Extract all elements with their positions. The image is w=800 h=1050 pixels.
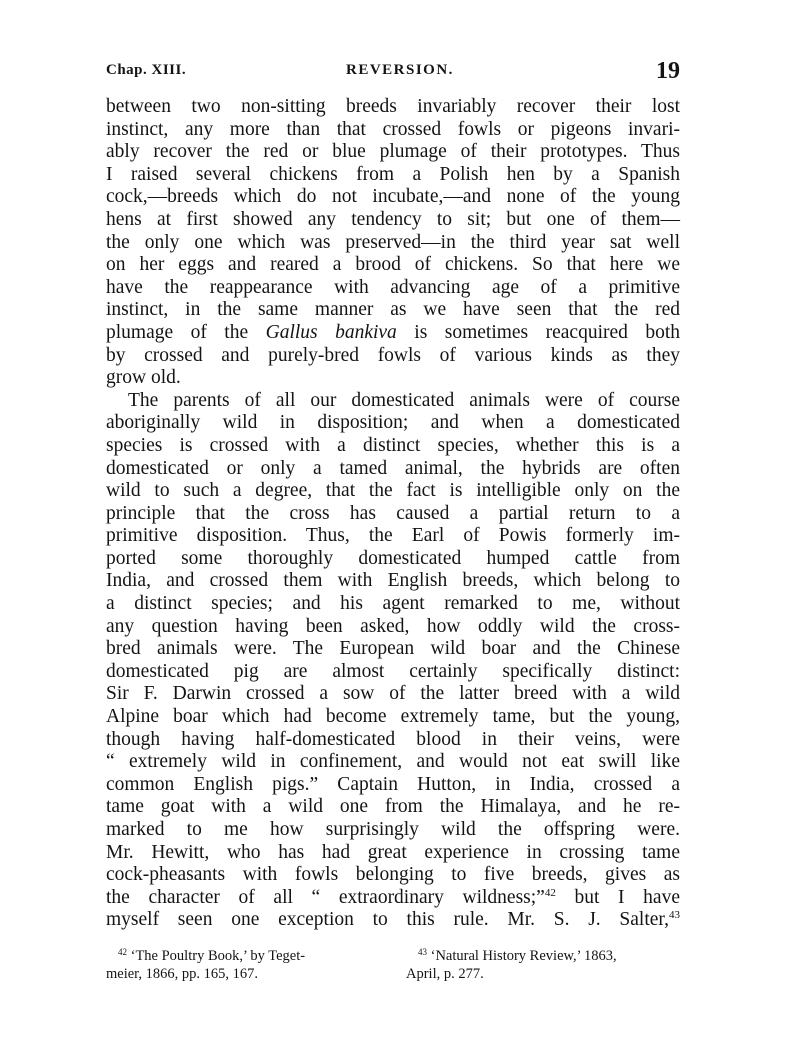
text-line: on her eggs and reared a brood of chickens. So that here we bbox=[106, 254, 680, 276]
text-line: India, and crossed them with English breeds, which belong to bbox=[106, 570, 680, 592]
text-run: plumage of the bbox=[106, 321, 266, 343]
text-line: grow old. bbox=[106, 367, 181, 389]
text-run: but I have bbox=[555, 886, 680, 908]
text-line-italic bbox=[106, 322, 680, 345]
text-line: tame goat with a wild one from the Himalaya, and he re- bbox=[106, 796, 680, 818]
text-line-with-footnote-ref bbox=[106, 887, 680, 910]
text-line: instinct, any more than that crossed fowls or pigeons invari- bbox=[106, 118, 680, 140]
text-run: is sometimes reacquired both bbox=[396, 321, 681, 343]
text-line: cock,—breeds which do not incubate,—and none of the young bbox=[106, 186, 680, 208]
footnote-ref-43[interactable]: 43 bbox=[669, 909, 680, 922]
text-line: domesticated or only a tamed animal, the hybrids are often bbox=[106, 457, 680, 479]
running-title: REVERSION. bbox=[346, 62, 454, 78]
text-line: primitive disposition. Thus, the Earl of Powis formerly im- bbox=[106, 525, 680, 547]
text-line: aboriginally wild in disposition; and when a domesticated bbox=[106, 412, 680, 434]
running-header bbox=[106, 58, 680, 94]
text-line: any question having been asked, how oddly wild the cross- bbox=[106, 615, 680, 637]
footnote-43 bbox=[406, 947, 680, 983]
text-line-with-footnote-ref bbox=[106, 909, 680, 932]
text-line: ported some thoroughly domesticated humped cattle from bbox=[106, 547, 680, 569]
footnote-line: meier, 1866, pp. 165, 167. bbox=[106, 966, 259, 982]
footnote-line bbox=[406, 947, 680, 965]
text-line: common English pigs.” Captain Hutton, in India, crossed a bbox=[106, 773, 680, 795]
text-line: though having half-domesticated blood in their veins, were bbox=[106, 728, 680, 750]
text-line: species is crossed with a distinct species, whether this is a bbox=[106, 434, 680, 456]
footnote-text: ‘Natural History Review,’ 1863, bbox=[427, 948, 617, 964]
footnote-42 bbox=[106, 947, 376, 983]
text-line: wild to such a degree, that the fact is intelligible only on the bbox=[106, 480, 680, 502]
footnote-number: 42 bbox=[118, 947, 127, 957]
footnote-line bbox=[106, 947, 376, 965]
text-line: Alpine boar which had become extremely tame, but the young, bbox=[106, 706, 680, 728]
footnote-text: ‘The Poultry Book,’ by Teget- bbox=[127, 948, 306, 964]
footnote-line: April, p. 277. bbox=[406, 966, 484, 982]
paragraph-1 bbox=[106, 96, 680, 390]
text-line: by crossed and purely-bred fowls of various kinds as they bbox=[106, 344, 680, 366]
text-line: The parents of all our domesticated animals were of course bbox=[128, 389, 680, 411]
text-line: have the reappearance with advancing age of a primitive bbox=[106, 276, 680, 298]
text-line: Mr. Hewitt, who has had great experience in crossing tame bbox=[106, 841, 680, 863]
text-run: the character of all “ extraordinary wildness;” bbox=[106, 886, 545, 908]
text-line: instinct, in the same manner as we have seen that the red bbox=[106, 299, 680, 321]
text-line: marked to me how surprisingly wild the offspring were. bbox=[106, 819, 680, 840]
species-name: Gallus bankiva bbox=[265, 321, 397, 343]
text-line: I raised several chickens from a Polish hen by a Spanish bbox=[106, 163, 680, 185]
text-line: domesticated pig are almost certainly specifically distinct: bbox=[106, 660, 680, 682]
paragraph-2 bbox=[106, 390, 680, 932]
text-line: “ extremely wild in confinement, and would not eat swill like bbox=[106, 751, 680, 773]
footnote-ref-42[interactable]: 42 bbox=[544, 886, 556, 899]
body-text bbox=[106, 96, 680, 932]
chapter-label: Chap. XIII. bbox=[106, 62, 187, 78]
text-line: Sir F. Darwin crossed a sow of the latter breed with a wild bbox=[106, 683, 680, 705]
text-run: myself seen one exception to this rule. Mr. S. J. Salter, bbox=[106, 909, 669, 931]
footnote-number: 43 bbox=[418, 947, 427, 957]
text-line: between two non-sitting breeds invariably recover their lost bbox=[106, 96, 680, 117]
text-line: cock-pheasants with fowls belonging to five breeds, gives as bbox=[106, 864, 680, 886]
text-line: hens at first showed any tendency to sit; but one of them— bbox=[106, 208, 680, 230]
text-line: principle that the cross has caused a partial return to a bbox=[106, 502, 680, 524]
text-line: ably recover the red or blue plumage of their prototypes. Thus bbox=[106, 141, 680, 163]
text-line: the only one which was preserved—in the third year sat well bbox=[106, 231, 680, 253]
text-line: bred animals were. The European wild boar and the Chinese bbox=[106, 638, 680, 660]
page-number: 19 bbox=[656, 58, 680, 84]
text-line: a distinct species; and his agent remarked to me, without bbox=[106, 593, 680, 615]
